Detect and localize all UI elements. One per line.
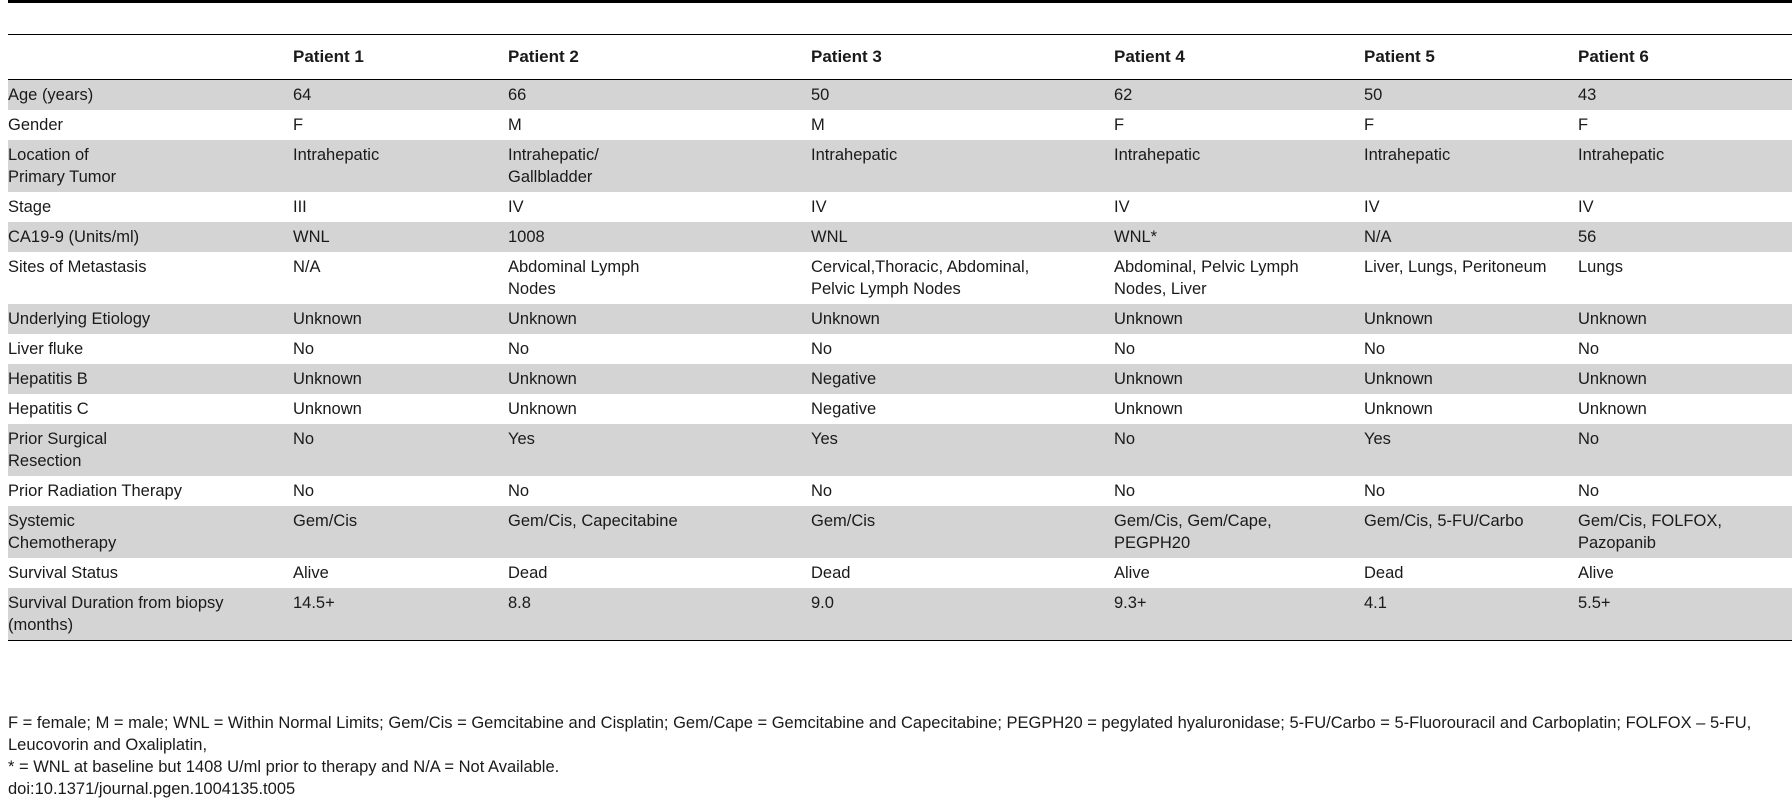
table-row	[8, 80, 1792, 111]
table-cell-patient-4: WNL*	[1114, 222, 1364, 252]
row-label: Underlying Etiology	[8, 304, 293, 334]
row-label: Survival Status	[8, 564, 119, 582]
row-label: Stage	[8, 198, 52, 216]
table-cell-patient-5: Yes	[1364, 424, 1578, 476]
table-cell-patient-1: No	[293, 482, 315, 500]
table-cell-patient-5: No	[1364, 482, 1386, 500]
table-cell-patient-6: Unknown	[1578, 304, 1792, 334]
row-label: Hepatitis B	[8, 364, 293, 394]
table-cell-patient-3: No	[811, 482, 833, 500]
table-cell-patient-5: Unknown	[1364, 364, 1578, 394]
row-label: CA19-9 (Units/ml)	[8, 222, 293, 252]
table-row	[8, 364, 1792, 394]
table-cell-patient-2: M	[508, 116, 522, 134]
header-cell-label	[8, 35, 293, 80]
table-cell-patient-3: Intrahepatic	[811, 140, 1114, 192]
footnote-asterisk: * = WNL at baseline but 1408 U/ml prior to therapy and N/A = Not Available.	[8, 758, 560, 776]
table-cell-patient-4: Alive	[1114, 564, 1150, 582]
table-cell-patient-2: IV	[508, 198, 524, 216]
row-label: Gender	[8, 116, 64, 134]
table-cell-patient-6: No	[1578, 340, 1600, 358]
table-cell-patient-5: Liver, Lungs, Peritoneum	[1364, 258, 1547, 276]
table-cell-patient-3: Negative	[811, 364, 1114, 394]
table-row	[8, 304, 1792, 334]
table-cell-patient-2: Abdominal Lymph Nodes	[508, 258, 640, 298]
table-cell-patient-5: Dead	[1364, 564, 1404, 582]
row-label: Liver fluke	[8, 340, 84, 358]
table-cell-patient-5: 4.1	[1364, 588, 1578, 641]
table-cell-patient-2: No	[508, 482, 530, 500]
table-cell-patient-3: 9.0	[811, 588, 1114, 641]
header-cell-patient-3: Patient 3	[811, 35, 1114, 80]
table-cell-patient-3: Yes	[811, 424, 1114, 476]
table-cell-patient-2: Yes	[508, 424, 811, 476]
table-cell-patient-6: Lungs	[1578, 258, 1623, 276]
table-cell-patient-6: IV	[1578, 198, 1594, 216]
table-cell-patient-3: Unknown	[811, 304, 1114, 334]
table-cell-patient-1: Unknown	[293, 364, 508, 394]
table-cell-patient-6: 56	[1578, 222, 1792, 252]
table-row	[8, 222, 1792, 252]
table-cell-patient-1: III	[293, 198, 307, 216]
table-row	[8, 588, 1792, 641]
table-row	[8, 506, 1792, 558]
table-cell-patient-2: Unknown	[508, 304, 811, 334]
table-cell-patient-2: 66	[508, 80, 811, 111]
table-cell-patient-6: No	[1578, 482, 1600, 500]
table-cell-patient-4: No	[1114, 340, 1136, 358]
table-cell-patient-1: N/A	[293, 258, 321, 276]
table-cell-patient-2: No	[508, 340, 530, 358]
table-cell-patient-4: Abdominal, Pelvic Lymph Nodes, Liver	[1114, 258, 1299, 298]
table-row	[8, 558, 1792, 588]
table-cell-patient-5: No	[1364, 340, 1386, 358]
table-cell-patient-4: 62	[1114, 80, 1364, 111]
table-header	[8, 35, 1792, 80]
table-cell-patient-1: 64	[293, 80, 508, 111]
table-cell-patient-4: F	[1114, 116, 1125, 134]
table-cell-patient-2: 1008	[508, 222, 811, 252]
table-cell-patient-5: Gem/Cis, 5-FU/Carbo	[1364, 506, 1578, 558]
table-cell-patient-1: No	[293, 340, 315, 358]
table-cell-patient-5: Intrahepatic	[1364, 140, 1578, 192]
row-label: Prior Radiation Therapy	[8, 482, 182, 500]
table-cell-patient-3: Dead	[811, 564, 851, 582]
table-cell-patient-3: Cervical,Thoracic, Abdominal, Pelvic Lymph Nodes	[811, 258, 1030, 298]
table-cell-patient-6: Intrahepatic	[1578, 140, 1792, 192]
table-cell-patient-5: F	[1364, 116, 1375, 134]
table-row	[8, 140, 1792, 192]
table-cell-patient-3: IV	[811, 198, 827, 216]
row-label: Sites of Metastasis	[8, 258, 147, 276]
table-cell-patient-6: 43	[1578, 80, 1792, 111]
header-cell-patient-5: Patient 5	[1364, 35, 1578, 80]
header-cell-patient-2: Patient 2	[508, 35, 811, 80]
table-cell-patient-4: 9.3+	[1114, 588, 1364, 641]
table-cell-patient-5: IV	[1364, 198, 1380, 216]
table-cell-patient-3: M	[811, 116, 825, 134]
table-cell-patient-1: Unknown	[293, 304, 508, 334]
table-cell-patient-4: Unknown	[1114, 400, 1183, 418]
table-cell-patient-4: IV	[1114, 198, 1130, 216]
table-row	[8, 394, 1792, 424]
table-cell-patient-4: No	[1114, 424, 1364, 476]
table-cell-patient-2: Gem/Cis, Capecitabine	[508, 506, 811, 558]
table-cell-patient-5: Unknown	[1364, 400, 1433, 418]
table-cell-patient-6: F	[1578, 116, 1589, 134]
doi-link: doi:10.1371/journal.pgen.1004135.t005	[8, 780, 296, 798]
table-row	[8, 476, 1792, 506]
header-row	[8, 35, 1792, 80]
table-cell-patient-2: Dead	[508, 564, 548, 582]
table-cell-patient-2: 8.8	[508, 588, 811, 641]
footnote-abbreviations: F = female; M = male; WNL = Within Normal Limits; Gem/Cis = Gemcitabine and Cisplatin; Gem/Cape = Gemcitabine and Capecitabine; PEGPH20 = pegylated hyaluronidase; 5-FU/Carbo = 5-Fluorouracil and Carboplatin; FOLFOX – 5-FU, Leucovorin and Oxaliplatin,	[8, 714, 1752, 754]
table-cell-patient-1: F	[293, 116, 304, 134]
table-cell-patient-6: Alive	[1578, 564, 1614, 582]
top-rule	[8, 0, 1792, 3]
table-footnotes	[8, 712, 1788, 800]
header-cell-patient-1: Patient 1	[293, 35, 508, 80]
table-cell-patient-1: Unknown	[293, 400, 362, 418]
table-cell-patient-3: Negative	[811, 400, 877, 418]
table-cell-patient-1: Intrahepatic	[293, 140, 508, 192]
table-cell-patient-4: Gem/Cis, Gem/Cape, PEGPH20	[1114, 506, 1364, 558]
row-label: Survival Duration from biopsy (months)	[8, 588, 293, 641]
table-cell-patient-6: Unknown	[1578, 364, 1792, 394]
table-cell-patient-6: No	[1578, 424, 1792, 476]
table-row	[8, 334, 1792, 364]
table-cell-patient-5: 50	[1364, 80, 1578, 111]
table-row	[8, 192, 1792, 222]
table-cell-patient-1: Gem/Cis	[293, 506, 508, 558]
table-cell-patient-5: Unknown	[1364, 304, 1578, 334]
table-cell-patient-4: No	[1114, 482, 1136, 500]
table-cell-patient-1: No	[293, 424, 508, 476]
table-cell-patient-6: Unknown	[1578, 400, 1647, 418]
patient-characteristics-table	[8, 34, 1792, 641]
table-cell-patient-3: Gem/Cis	[811, 506, 1114, 558]
table-cell-patient-1: Alive	[293, 564, 329, 582]
table-cell-patient-1: WNL	[293, 222, 508, 252]
patient-characteristics-table-container	[8, 34, 1792, 641]
table-cell-patient-3: 50	[811, 80, 1114, 111]
row-label: Prior Surgical Resection	[8, 424, 293, 476]
table-cell-patient-2: Intrahepatic/ Gallbladder	[508, 140, 811, 192]
table-row	[8, 424, 1792, 476]
row-label: Age (years)	[8, 80, 293, 111]
header-cell-patient-4: Patient 4	[1114, 35, 1364, 80]
table-cell-patient-5: N/A	[1364, 222, 1578, 252]
table-cell-patient-4: Unknown	[1114, 364, 1364, 394]
table-body	[8, 80, 1792, 641]
table-cell-patient-1: 14.5+	[293, 588, 508, 641]
table-row	[8, 252, 1792, 304]
row-label: Hepatitis C	[8, 400, 89, 418]
row-label: Systemic Chemotherapy	[8, 506, 293, 558]
table-cell-patient-6: 5.5+	[1578, 588, 1792, 641]
table-cell-patient-3: WNL	[811, 222, 1114, 252]
table-row	[8, 110, 1792, 140]
header-cell-patient-6: Patient 6	[1578, 35, 1792, 80]
table-cell-patient-2: Unknown	[508, 400, 577, 418]
table-cell-patient-3: No	[811, 340, 833, 358]
row-label: Location of Primary Tumor	[8, 140, 293, 192]
table-cell-patient-6: Gem/Cis, FOLFOX, Pazopanib	[1578, 506, 1792, 558]
table-cell-patient-4: Intrahepatic	[1114, 140, 1364, 192]
table-cell-patient-4: Unknown	[1114, 304, 1364, 334]
table-cell-patient-2: Unknown	[508, 364, 811, 394]
